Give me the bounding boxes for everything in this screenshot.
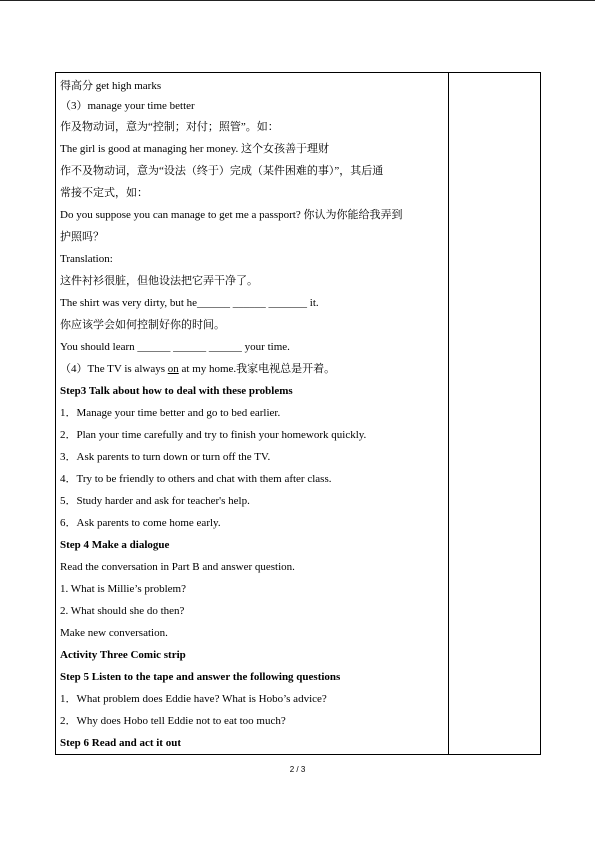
question-item: 2. What should she do then? [60, 605, 185, 617]
lesson-content [60, 76, 444, 754]
list-item: 2．Plan your time carefully and try to finish your homework quickly. [60, 429, 367, 441]
step-heading: Step3 Talk about how to deal with these problems [60, 385, 293, 397]
question-item: 1．What problem does Eddie have? What is Hobo’s advice? [60, 693, 327, 705]
text-line: The girl is good at managing her money. 这个女孩善于理财 [60, 143, 330, 155]
text-line: Read the conversation in Part B and answer question. [60, 561, 295, 573]
question-item: 2．Why does Hobo tell Eddie not to eat too much? [60, 715, 286, 727]
list-item: 5．Study harder and ask for teacher's help. [60, 495, 250, 507]
page-top-rule [0, 0, 595, 1]
text-line: 护照吗？ [60, 231, 104, 243]
list-item: 4．Try to be friendly to others and chat with them after class. [60, 473, 332, 485]
step-heading: Step 6 Read and act it out [60, 737, 182, 749]
text-line: 作及物动词，意为“控制；对付；照管”。如： [60, 121, 279, 133]
text-line [60, 358, 444, 380]
text-line: 这件衬衫很脏，但他设法把它弄干净了。 [60, 275, 258, 287]
list-item: 6．Ask parents to come home early. [60, 517, 221, 529]
text-line: 得高分 get high marks [60, 80, 162, 92]
question-item: 1. What is Millie’s problem? [60, 583, 186, 595]
text-segment: （4）The TV is always [60, 363, 168, 375]
text-line: The shirt was very dirty, but he______ ______ _______ it. [60, 297, 319, 309]
text-segment: at my home.我家电视总是开着。 [178, 363, 336, 375]
text-line: Do you suppose you can manage to get me a passport? 你认为你能给我弄到 [60, 209, 403, 221]
underlined-word: on [167, 363, 179, 375]
text-line: 作不及物动词，意为“设法（终于）完成（某件困难的事）”，其后通 [60, 165, 384, 177]
activity-heading: Activity Three Comic strip [60, 649, 186, 661]
step-heading: Step 5 Listen to the tape and answer the following questions [60, 671, 341, 683]
text-line: （3）manage your time better [60, 100, 195, 112]
text-line: 你应该学会如何控制好你的时间。 [60, 319, 225, 331]
text-line: Make new conversation. [60, 627, 168, 639]
step-heading: Step 4 Make a dialogue [60, 539, 170, 551]
text-line: 常接不定式，如： [60, 187, 148, 199]
list-item: 3．Ask parents to turn down or turn off the TV. [60, 451, 271, 463]
page-number: 2 / 3 [289, 765, 306, 774]
list-item: 1．Manage your time better and go to bed earlier. [60, 407, 281, 419]
text-line: You should learn ______ ______ ______ your time. [60, 341, 290, 353]
text-line: Translation: [60, 253, 113, 265]
table-column-divider [448, 72, 449, 755]
